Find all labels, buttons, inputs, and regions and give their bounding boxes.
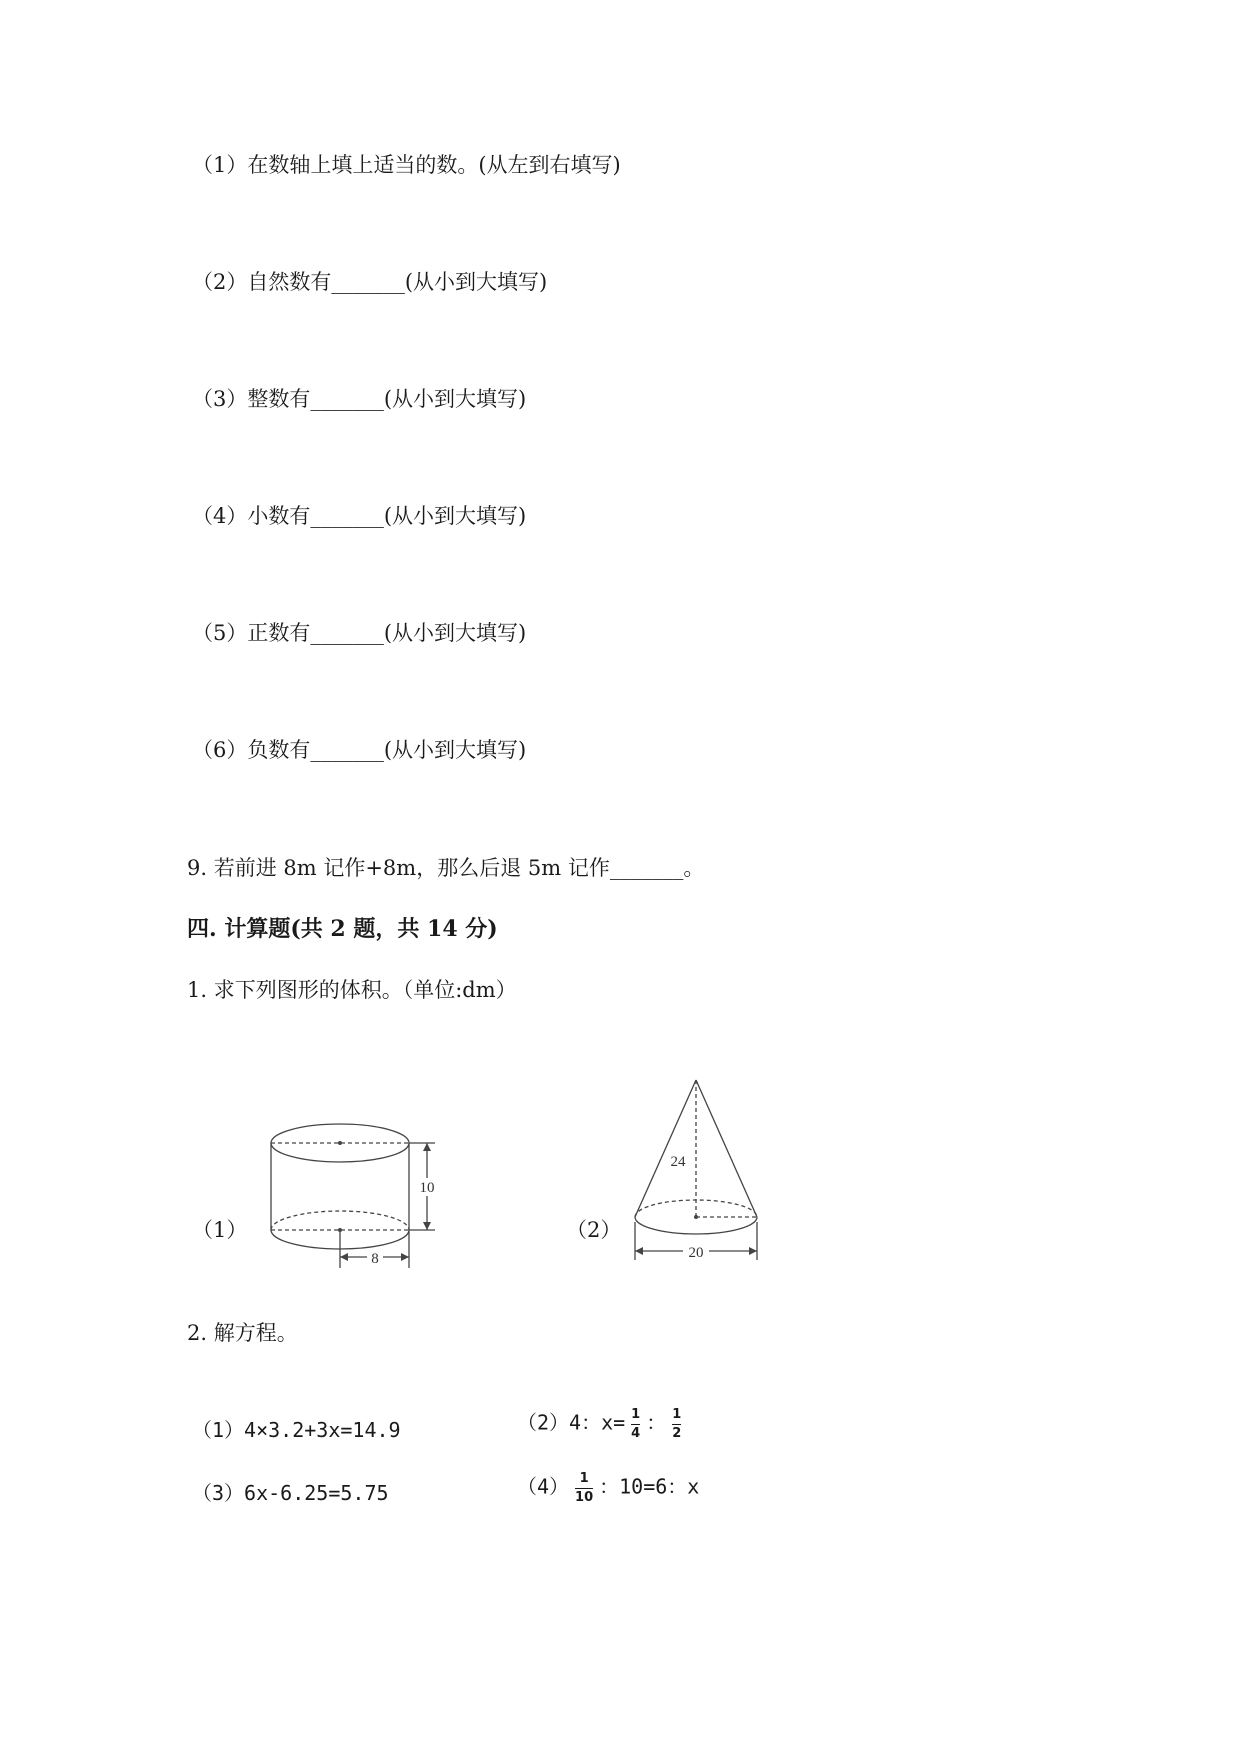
cone-figure	[625, 1070, 770, 1270]
cone-diameter-label: 20	[688, 1245, 704, 1261]
cylinder-radius-label: 8	[371, 1251, 379, 1267]
question-8-3: （3）整数有_______(从小到大填写)	[192, 387, 527, 411]
question-8-2: （2）自然数有_______(从小到大填写)	[192, 270, 548, 294]
figure-2-label: （2）	[566, 1218, 622, 1242]
question-9: 9. 若前进 8m 记作+8m，那么后退 5m 记作_______。	[187, 856, 705, 880]
cylinder-figure	[255, 1100, 445, 1280]
cylinder-height-label: 10	[419, 1180, 435, 1196]
equation-4-suffix: ：10=6：x	[599, 1474, 700, 1499]
equation-2	[517, 1408, 687, 1440]
question-8-5: （5）正数有_______(从小到大填写)	[192, 621, 527, 645]
question-8-1: （1）在数轴上填上适当的数。(从左到右填写)	[192, 153, 621, 177]
question-8-6: （6）负数有_______(从小到大填写)	[192, 738, 527, 762]
equation-4	[517, 1472, 699, 1504]
fraction-numerator: 1	[672, 1407, 682, 1422]
fraction-one-tenth	[575, 1472, 593, 1504]
cone-height-label: 24	[670, 1154, 686, 1170]
fraction-one-quarter	[631, 1408, 640, 1440]
fraction-denominator: 4	[631, 1425, 641, 1441]
fraction-denominator: 2	[672, 1425, 682, 1441]
equation-2-prefix: （2）4：x=	[517, 1410, 626, 1435]
equation-1: （1）4×3.2+3x=14.9	[192, 1418, 401, 1442]
equation-3: （3）6x-6.25=5.75	[192, 1481, 389, 1505]
calc-question-1: 1. 求下列图形的体积。（单位:dm）	[187, 978, 517, 1002]
figure-1-label: （1）	[192, 1218, 248, 1242]
calc-question-2: 2. 解方程。	[187, 1321, 298, 1345]
fraction-one-half	[672, 1408, 681, 1440]
question-8-4: （4）小数有_______(从小到大填写)	[192, 504, 527, 528]
fraction-numerator: 1	[579, 1471, 589, 1486]
fraction-numerator: 1	[631, 1407, 641, 1422]
equation-2-separator: ：	[646, 1410, 667, 1435]
fraction-denominator: 10	[575, 1489, 594, 1505]
equation-4-prefix: （4）	[517, 1474, 570, 1499]
section-4-title: 四. 计算题(共 2 题，共 14 分)	[187, 916, 498, 942]
